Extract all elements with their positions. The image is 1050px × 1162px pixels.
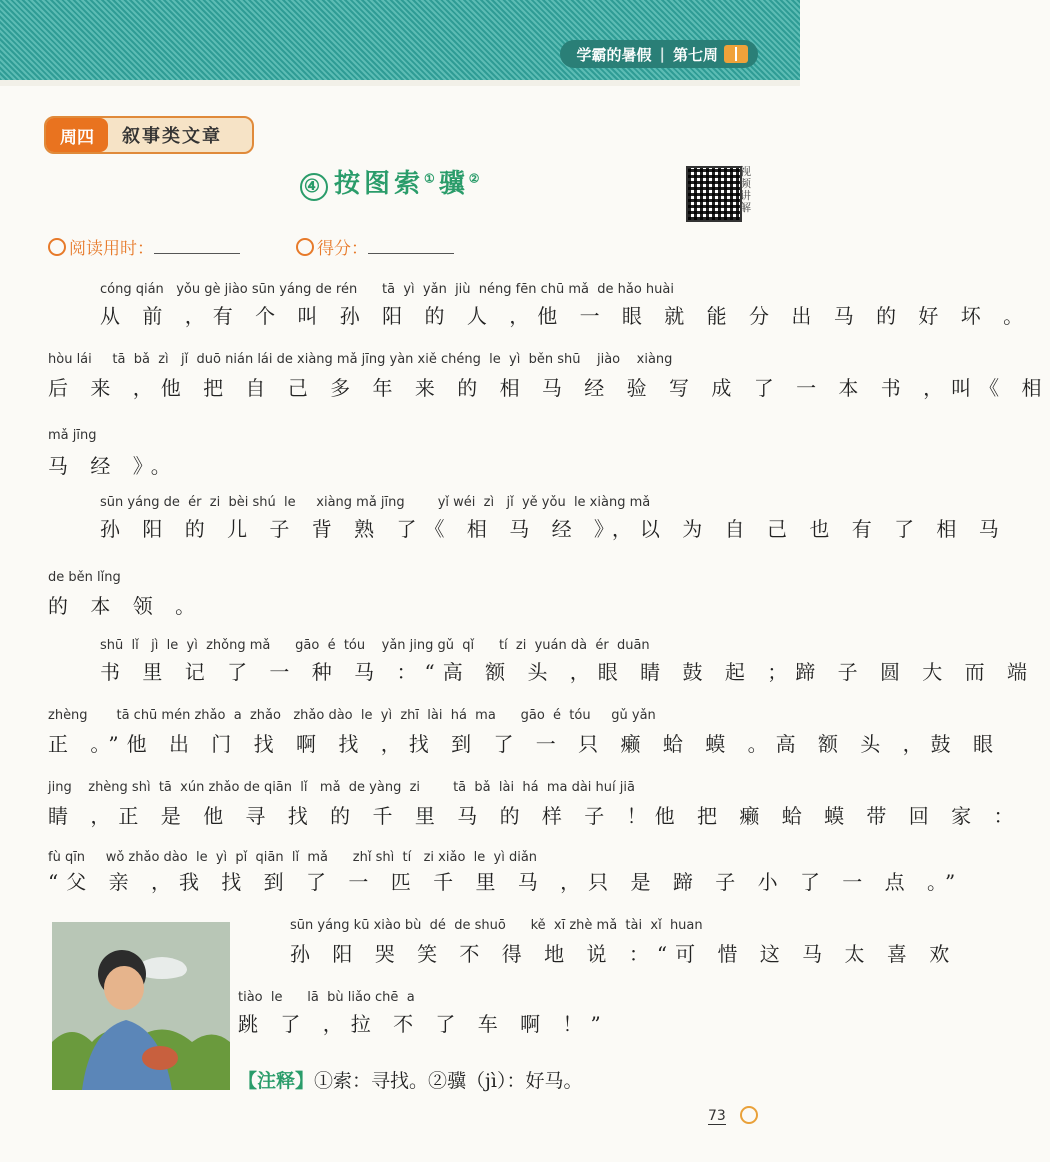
pinyin-line: de běn lǐng	[48, 570, 121, 585]
footnote-text: ①索：寻找。②骥（jì）：好马。	[314, 1070, 583, 1092]
hanzi-line: 的 本 领 。	[48, 594, 204, 618]
day-label: 周四	[46, 118, 108, 152]
page-number: 73	[708, 1108, 726, 1124]
reading-time: 阅读用时：	[48, 234, 240, 259]
pinyin-line: sūn yáng kū xiào bù dé de shuō kě xī zhè mǎ tài xǐ huan	[290, 918, 703, 933]
pinyin-line: cóng qián yǒu gè jiào sūn yáng de rén tā yì yǎn jiù néng fēn chū mǎ de hǎo huài	[100, 282, 674, 297]
pinyin-line: shū lǐ jì le yì zhǒng mǎ gāo é tóu yǎn jing gǔ qǐ tí zi yuán dà ér duān	[100, 638, 650, 653]
hanzi-line: 马 经 》。	[48, 454, 179, 478]
category-label: 叙事类文章	[122, 126, 222, 147]
score: 得分：	[296, 234, 454, 259]
pinyin-line: tiào le lā bù liǎo chē a	[238, 990, 415, 1005]
title-last: 骥	[438, 169, 469, 199]
qr-label: 视频讲解	[740, 165, 751, 214]
footnote-label: 【注释】	[238, 1070, 315, 1092]
qr-code-icon[interactable]	[686, 166, 742, 222]
pinyin-line: fù qīn wǒ zhǎo dào le yì pǐ qiān lǐ mǎ zhǐ shì tí zi xiǎo le yì diǎn	[48, 850, 538, 865]
hanzi-line: 正 。”他 出 门 找 啊 找 ，找 到 了 一 只 癞 蛤 蟆 。高 额 头 ，鼓 眼	[48, 732, 1002, 756]
illustration	[52, 922, 230, 1090]
page-title	[300, 163, 484, 201]
title-sup2: ②	[468, 171, 484, 186]
hanzi-line: 孙 阳 的 儿 子 背 熟 了《 相 马 经 》，以 为 自 己 也 有 了 相 马	[100, 517, 1007, 541]
clock-icon	[48, 238, 66, 256]
hanzi-line: 跳 了 ，拉 不 了 车 啊 ！”	[238, 1012, 609, 1036]
pinyin-line: jing zhèng shì tā xún zhǎo de qiān lǐ mǎ de yàng zi tā bǎ lài há ma dài huí jiā	[48, 780, 635, 795]
series-title: 学霸的暑假	[576, 45, 652, 64]
footnote	[238, 1066, 582, 1093]
title-number: ④	[300, 173, 328, 201]
pinyin-line: sūn yáng de ér zi bèi shú le xiàng mǎ jīng yǐ wéi zì jǐ yě yǒu le xiàng mǎ	[100, 495, 651, 510]
hanzi-line: 从 前 ，有 个 叫 孙 阳 的 人 ，他 一 眼 就 能 分 出 马 的 好 坏 。	[100, 304, 1032, 328]
pinyin-line: hòu lái tā bǎ zì jǐ duō nián lái de xiàng mǎ jīng yàn xiě chéng le yì běn shū jiào xiàng	[48, 352, 673, 367]
section-tab	[44, 116, 254, 154]
hanzi-line: “父 亲 ，我 找 到 了 一 匹 千 里 马 ，只 是 蹄 子 小 了 一 点 。”	[48, 870, 964, 894]
hanzi-line: 睛 ，正 是 他 寻 找 的 千 里 马 的 样 子 ！他 把 癞 蛤 蟆 带 回 家 ：	[48, 804, 1022, 828]
book-icon	[724, 45, 748, 63]
check-icon	[296, 238, 314, 256]
header-tag: 学霸的暑假 | 第七周	[560, 40, 758, 68]
pinyin-line: mǎ jīng	[48, 428, 97, 443]
title-sup1: ①	[424, 171, 439, 186]
title-text: 按图索	[334, 169, 425, 199]
pinyin-line: zhèng tā chū mén zhǎo a zhǎo zhǎo dào le yì zhī lài há ma gāo é tóu gǔ yǎn	[48, 708, 656, 723]
hanzi-line: 后 来 ，他 把 自 己 多 年 来 的 相 马 经 验 写 成 了 一 本 书 ，叫《 相	[48, 376, 1050, 400]
hanzi-line: 孙 阳 哭 笑 不 得 地 说 ：“可 惜 这 马 太 喜 欢	[290, 942, 958, 966]
week-label: 第七周	[672, 45, 718, 64]
hanzi-line: 书 里 记 了 一 种 马 ：“高 额 头 ，眼 睛 鼓 起 ；蹄 子 圆 大 而 端	[100, 660, 1036, 684]
sun-icon	[740, 1106, 758, 1124]
